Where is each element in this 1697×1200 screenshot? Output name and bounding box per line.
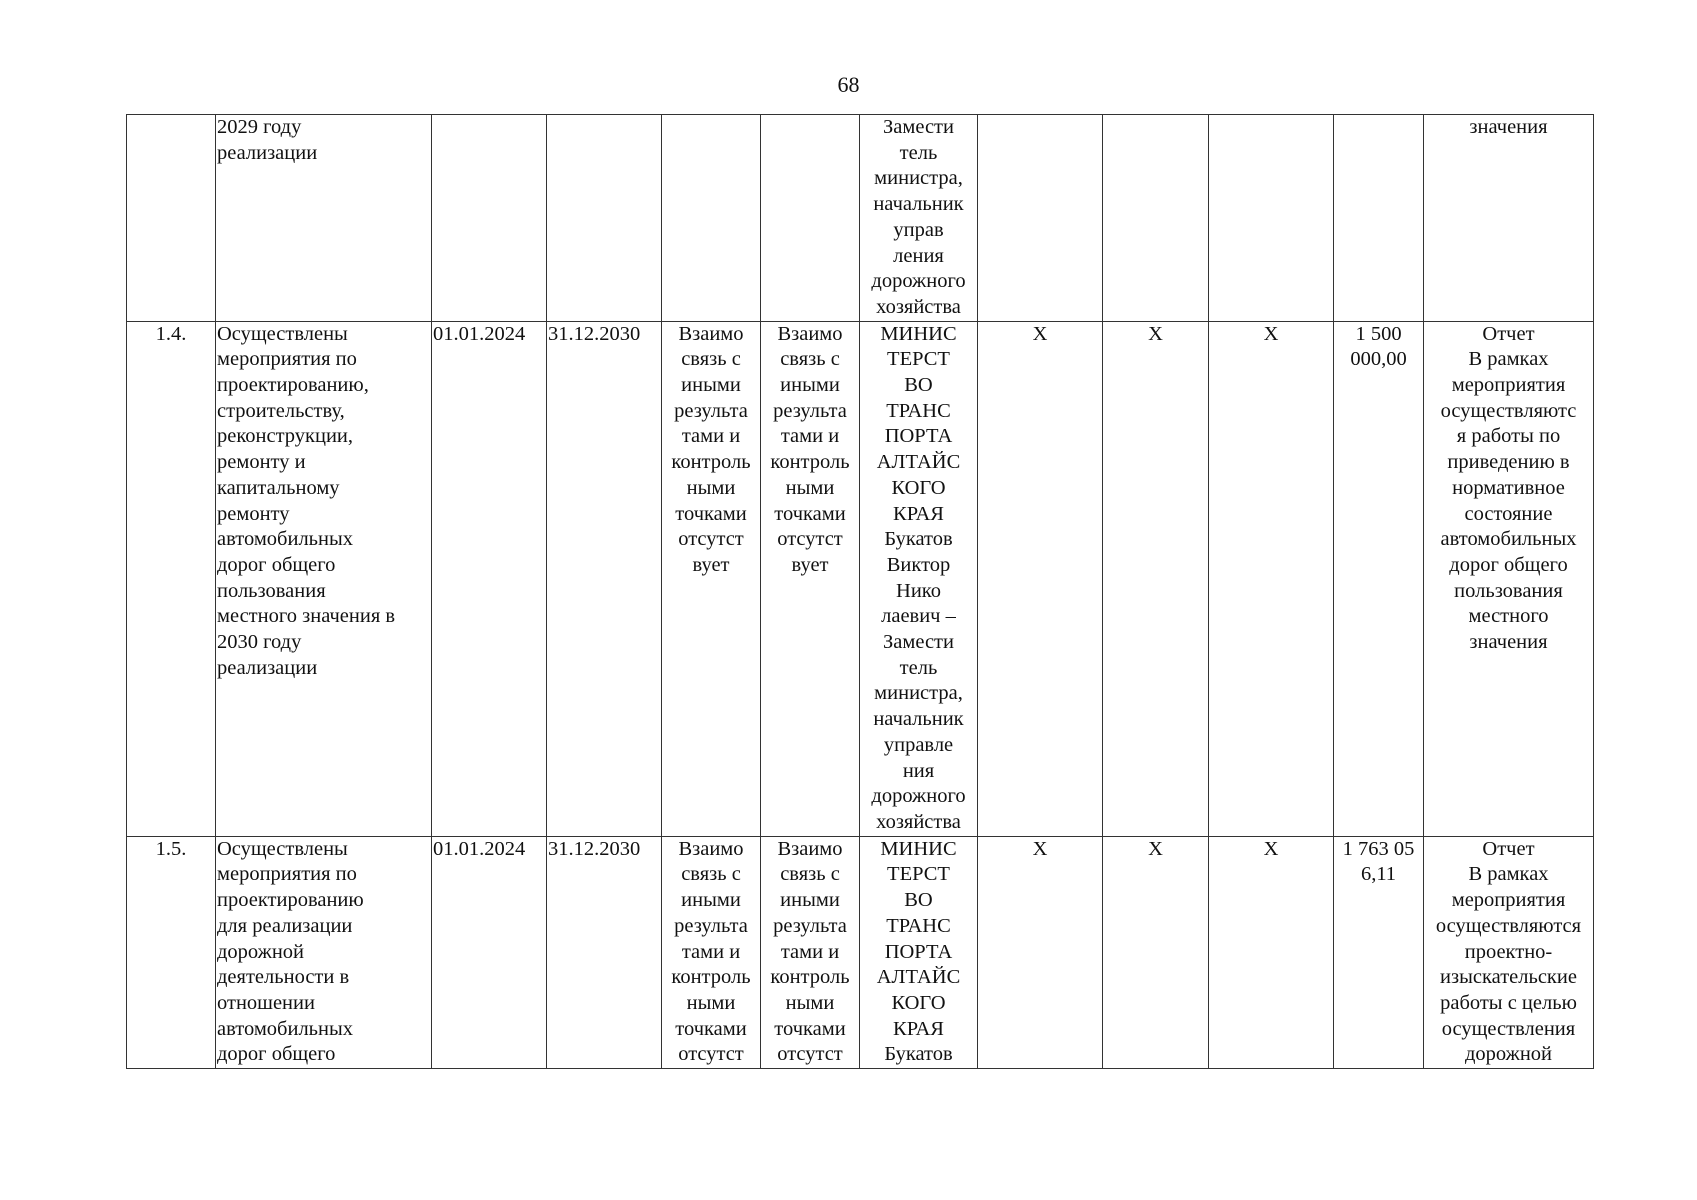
relation-cell [761,115,860,322]
relation-cell: Взаимо связь с иными результа тами и контроль ными точками отсутст вует [662,321,761,836]
row-number-cell [127,115,216,322]
responsible-cell: МИНИС ТЕРСТ ВО ТРАНС ПОРТА АЛТАЙС КОГО КРАЯ Букатов [860,836,978,1068]
row-number-cell: 1.4. [127,321,216,836]
relation-cell: Взаимо связь с иными результа тами и контроль ными точками отсутст [662,836,761,1068]
end-date-cell: 31.12.2030 [547,321,662,836]
start-date-cell: 01.01.2024 [432,321,547,836]
x-mark-cell: Х [1103,836,1209,1068]
start-date-cell [432,115,547,322]
x-mark-cell: Х [1103,321,1209,836]
row-number-cell: 1.5. [127,836,216,1068]
result-cell: Осуществлены мероприятия по проектированию, строительству, реконструкции, ремонту и капитальному ремонту автомобильных дорог общего пользования местного значения в 2030 году реализации [216,321,432,836]
x-mark-cell [1209,115,1334,322]
table-row [127,836,1594,1068]
amount-cell: 1 763 05 6,11 [1334,836,1424,1068]
responsible-cell: МИНИС ТЕРСТ ВО ТРАНС ПОРТА АЛТАЙС КОГО КРАЯ Букатов Виктор Нико лаевич – Замести тель министра, начальник управле ния дорожного хозяйства [860,321,978,836]
x-mark-cell: Х [1209,321,1334,836]
start-date-cell: 01.01.2024 [432,836,547,1068]
info-cell: Отчет В рамках мероприятия осуществляются проектно- изыскательские работы с целью осуществления дорожной [1424,836,1594,1068]
relation-cell [662,115,761,322]
relation-cell: Взаимо связь с иными результа тами и контроль ными точками отсутст вует [761,321,860,836]
x-mark-cell [1103,115,1209,322]
amount-cell [1334,115,1424,322]
x-mark-cell: Х [978,836,1103,1068]
info-cell: значения [1424,115,1594,322]
x-mark-cell: Х [978,321,1103,836]
amount-cell: 1 500 000,00 [1334,321,1424,836]
responsible-cell: Замести тель министра, начальник управ ления дорожного хозяйства [860,115,978,322]
page-number: 68 [837,72,860,97]
plan-table [126,114,1594,1069]
x-mark-cell [978,115,1103,322]
table-row [127,115,1594,322]
end-date-cell: 31.12.2030 [547,836,662,1068]
end-date-cell [547,115,662,322]
result-cell: Осуществлены мероприятия по проектированию для реализации дорожной деятельности в отношении автомобильных дорог общего [216,836,432,1068]
relation-cell: Взаимо связь с иными результа тами и контроль ными точками отсутст [761,836,860,1068]
table-row [127,321,1594,836]
x-mark-cell: Х [1209,836,1334,1068]
result-cell: 2029 году реализации [216,115,432,322]
info-cell: Отчет В рамках мероприятия осуществляютс я работы по приведению в нормативное состояние автомобильных дорог общего пользования местного значения [1424,321,1594,836]
